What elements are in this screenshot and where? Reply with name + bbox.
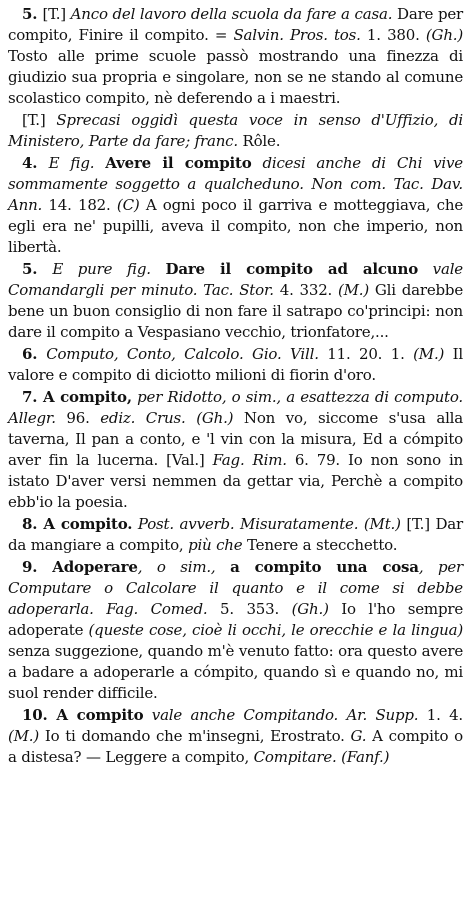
- text-run: 96.: [55, 409, 101, 427]
- text-run: 5.: [22, 260, 53, 278]
- text-run: 6. 79. Io non sono in istato D'aver versi nemmen da gettar via, Perchè a compito ebb'io la poesia.: [8, 451, 464, 511]
- entry-sense-4-avere-il-compito: [8, 153, 463, 258]
- text-run: Io ti domando che m'insegni, Erostrato.: [39, 727, 351, 745]
- text-run: Gli darebbe bene un buon consiglio di non fare il satrapo co'principi: non dare il compito a Vespasiano vecchio, trionfatore,...: [8, 281, 464, 341]
- text-run: A compito.: [43, 515, 133, 533]
- text-run: (M.): [8, 727, 40, 745]
- text-run: A compito,: [42, 388, 132, 406]
- text-run: , o sim.,: [137, 558, 231, 576]
- entry-sense-9-adoperare: [8, 557, 463, 704]
- text-run: Salvin. Pros. tos.: [233, 26, 361, 44]
- text-run: (M.): [413, 345, 445, 363]
- text-run: E pure fig.: [52, 260, 166, 278]
- text-run: 10.: [22, 706, 57, 724]
- text-run: 6.: [22, 345, 47, 363]
- text-run: Anco del lavoro della scuola da fare a casa.: [70, 5, 393, 23]
- text-run: [T.] Dar da mangiare a compito,: [8, 515, 463, 554]
- text-run: (Gh.): [196, 409, 234, 427]
- text-run: ediz. Crus.: [100, 409, 186, 427]
- text-run: [186, 409, 197, 427]
- text-run: Computo, Conto, Calcolo. Gio. Vill.: [46, 345, 319, 363]
- entry-sense-10-compitando: [8, 705, 463, 768]
- text-run: (Fanf.): [341, 748, 390, 766]
- text-run: Tenere a stecchetto.: [242, 536, 398, 554]
- text-run: vale Comandargli per minuto. Tac. Stor.: [8, 260, 463, 299]
- text-run: 5. 353.: [207, 600, 292, 618]
- text-run: (M.): [337, 281, 370, 299]
- text-run: 4.: [22, 154, 49, 172]
- entry-sense-5-school-work: [8, 4, 463, 109]
- text-run: Sprecasi oggidì questa voce in senso d'Uffizio, di Ministero, Parte da fare; franc.: [8, 111, 463, 150]
- text-run: più che: [188, 536, 243, 554]
- text-run: 14. 182.: [42, 196, 117, 214]
- text-run: senza suggezione, quando m'è venuto fatto: ora questo avere a badare a adoperarle a cómpito, quando sì e quando no, mi suol render difficile.: [8, 642, 463, 702]
- text-run: 11. 20. 1.: [318, 345, 414, 363]
- text-run: G.: [350, 727, 367, 745]
- text-run: Post. avverb. Misuratamente.: [132, 515, 359, 533]
- text-run: 5.: [22, 5, 43, 23]
- text-run: A compito o a distesa? — Leggere a compito,: [8, 727, 463, 766]
- text-run: Rôle.: [237, 132, 281, 150]
- text-run: Dare per compito, Finire il compito. =: [8, 5, 463, 44]
- entry-sense-7-a-compito: [8, 387, 463, 513]
- text-run: [T.]: [42, 5, 71, 23]
- text-run: vale anche Compitando. Ar. Supp.: [143, 706, 419, 724]
- text-run: a compito una cosa: [230, 558, 419, 576]
- text-run: 1. 380.: [360, 26, 426, 44]
- text-run: , per Computare o Calcolare il quanto e il come si debbe adoperarla. Fag. Comed.: [8, 558, 464, 618]
- text-run: A ogni poco il garriva e motteggiava, che egli era ne' pupilli, aveva il compito, non che imperio, non libertà.: [8, 196, 464, 256]
- text-run: Compitare.: [253, 748, 337, 766]
- text-run: [T.]: [22, 111, 57, 129]
- text-run: Io l'ho sempre adoperate: [8, 600, 464, 639]
- text-run: Adoperare: [52, 558, 138, 576]
- text-run: A compito: [56, 706, 144, 724]
- text-run: 9.: [22, 558, 53, 576]
- text-run: 8.: [22, 515, 44, 533]
- entry-sense-8-misuratamente: [8, 514, 463, 556]
- text-run: (Mt.): [363, 515, 401, 533]
- text-run: (queste cose, cioè li occhi, le orecchie e la lingua): [88, 621, 463, 639]
- entry-sense-5-dare-il-compito: [8, 259, 463, 343]
- text-run: (Gh.): [291, 600, 329, 618]
- text-run: (C): [116, 196, 140, 214]
- text-run: Avere il compito: [105, 154, 252, 172]
- text-run: 1. 4.: [418, 706, 463, 724]
- text-run: per Ridotto, o sim., a esattezza di computo. Allegr.: [8, 388, 463, 427]
- text-run: 7.: [22, 388, 43, 406]
- text-run: (Gh.): [425, 26, 464, 44]
- text-run: E fig.: [48, 154, 106, 172]
- text-run: Dare il compito ad alcuno: [165, 260, 419, 278]
- text-run: Fag. Rim.: [212, 451, 287, 469]
- text-run: Il valore e compito di diciotto milioni di fiorin d'oro.: [8, 345, 463, 384]
- text-run: dicesi anche di Chi vive sommamente soggetto a qualcheduno. Non com. Tac. Dav. Ann.: [8, 154, 463, 214]
- text-run: Non vo, siccome s'usa alla taverna, Il pan a conto, e 'l vin con la misura, Ed a cómpito aver fin la lucerna. [Val.]: [8, 409, 464, 469]
- entry-sense-5-office-role: [8, 110, 463, 152]
- entry-sense-6-computo: [8, 344, 463, 386]
- text-run: 4. 332.: [273, 281, 338, 299]
- text-run: Tosto alle prime scuole passò mostrando una finezza di giudizio sua propria e singolare, non se ne stando al comune scolastico compito, nè deferendo a i maestri.: [8, 47, 463, 107]
